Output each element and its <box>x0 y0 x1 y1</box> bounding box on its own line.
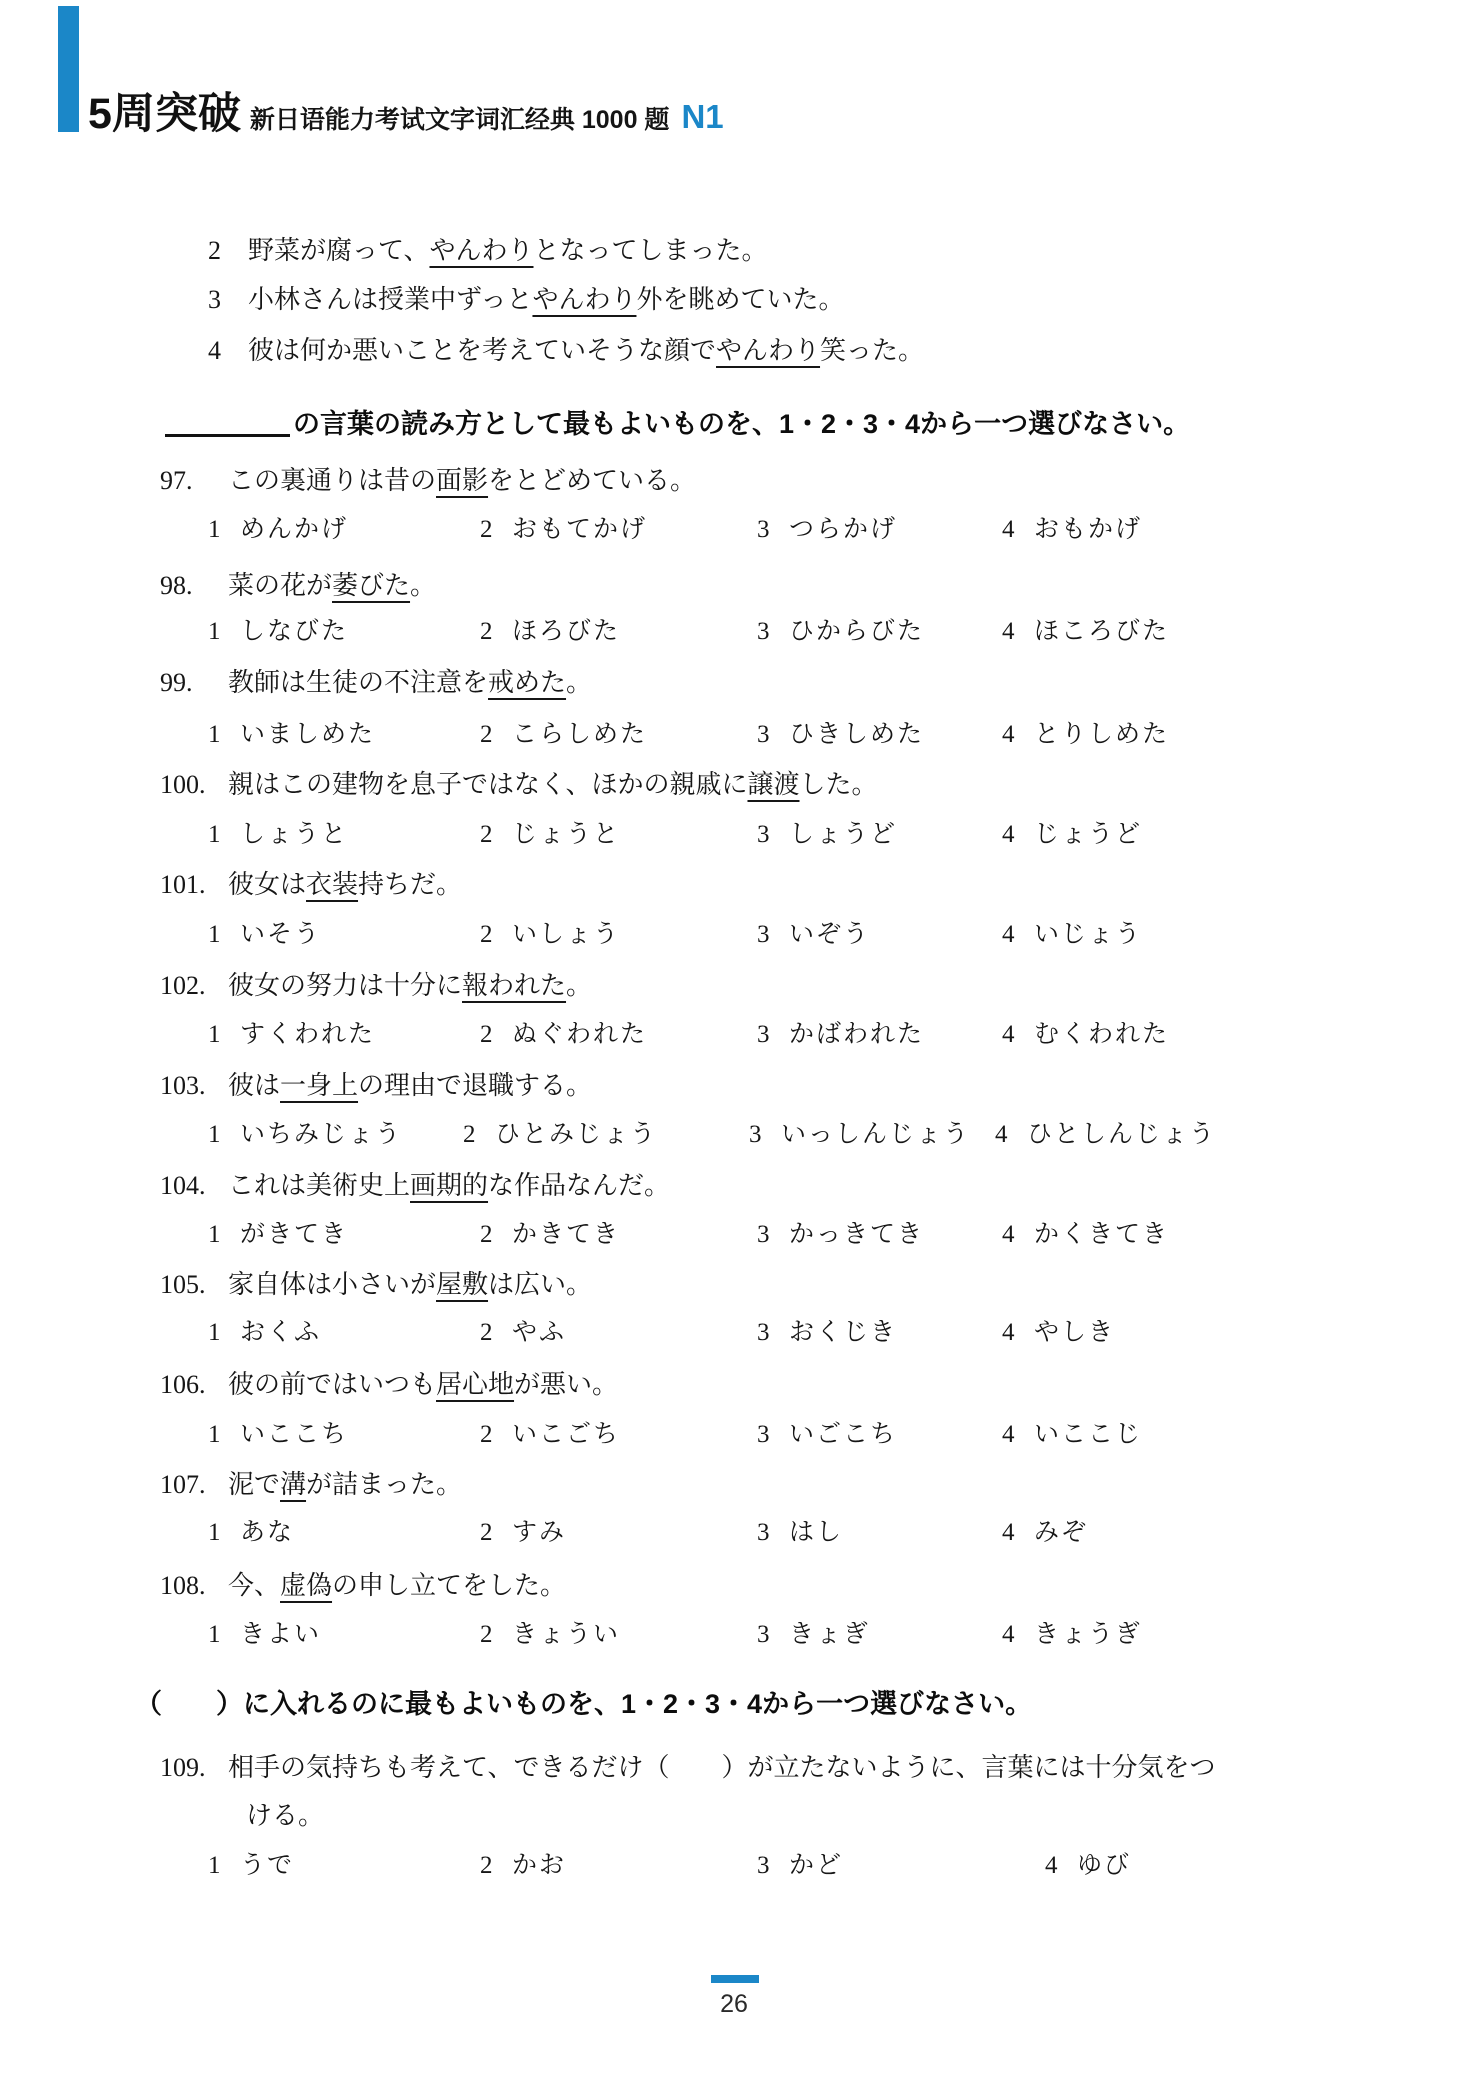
option-2: 2 じょうと <box>480 821 621 848</box>
option-1: 1 いそう <box>208 921 322 948</box>
question-text: これは美術史上画期的な作品なんだ。 <box>228 1171 671 1200</box>
question-text: 彼女の努力は十分に報われた。 <box>228 971 593 1000</box>
item-text: 彼は何か悪いことを考えていそうな顔でやんわり笑った。 <box>248 336 925 365</box>
option-3: 3 しょうど <box>757 821 898 848</box>
option-3: 3 きょぎ <box>757 1621 871 1648</box>
question-109-stem-line2 <box>246 1799 324 1833</box>
question-106-stem <box>160 1368 618 1402</box>
section1-heading-text: の言葉の読み方として最もよいものを、1・2・3・4から一つ選びなさい。 <box>293 409 1191 439</box>
question-text: 彼女は衣装持ちだ。 <box>228 870 463 899</box>
option-4: 4 ほころびた <box>1002 618 1170 645</box>
option-4: 4 いここじ <box>1002 1421 1143 1448</box>
question-number: 107. <box>160 1470 206 1499</box>
underlined-term: 虚偽 <box>280 1571 333 1600</box>
option-2: 2 こらしめた <box>480 721 648 748</box>
section2-heading-text: （ ）に入れるのに最もよいものを、1・2・3・4から一つ選びなさい。 <box>135 1689 1033 1719</box>
option-4: 4 きょうぎ <box>1002 1621 1143 1648</box>
question-103-options <box>0 1118 1468 1152</box>
option-3: 3 ひきしめた <box>757 721 925 748</box>
option-1: 1 しょうと <box>208 821 349 848</box>
option-2: 2 おもてかげ <box>480 516 648 543</box>
question-number: 108. <box>160 1571 206 1600</box>
question-number: 102. <box>160 971 206 1000</box>
item-number: 2 <box>208 236 221 265</box>
level-badge: N1 <box>681 98 724 135</box>
footer-accent-bar <box>711 1975 759 1983</box>
option-1: 1 しなびた <box>208 618 349 645</box>
item-number: 3 <box>208 285 221 314</box>
option-4: 4 いじょう <box>1002 921 1143 948</box>
option-3: 3 かっきてき <box>757 1221 925 1248</box>
question-98-options <box>0 615 1468 649</box>
option-4: 4 とりしめた <box>1002 721 1170 748</box>
option-1: 1 がきてき <box>208 1221 349 1248</box>
option-1: 1 うで <box>208 1852 295 1879</box>
question-number: 106. <box>160 1370 206 1399</box>
option-4: 4 みぞ <box>1002 1519 1089 1546</box>
question-109-stem <box>160 1751 1215 1785</box>
section2-heading <box>135 1686 1032 1722</box>
question-105-options <box>0 1316 1468 1350</box>
question-101-stem <box>160 868 462 902</box>
option-1: 1 いちみじょう <box>208 1121 403 1148</box>
question-97-options <box>0 513 1468 547</box>
option-2: 2 きょうい <box>480 1621 621 1648</box>
underlined-term: 画期的 <box>410 1171 489 1200</box>
option-1: 1 あな <box>208 1519 295 1546</box>
underlined-term: 譲渡 <box>747 770 800 799</box>
underlined-term: 溝 <box>280 1470 307 1499</box>
option-4: 4 じょうど <box>1002 821 1143 848</box>
question-text: 相手の気持ちも考えて、できるだけ（ ）が立たないように、言葉には十分気をつ <box>228 1753 1216 1782</box>
option-1: 1 いここち <box>208 1421 349 1448</box>
underlined-term: 屋敷 <box>436 1270 489 1299</box>
question-103-stem <box>160 1069 592 1103</box>
question-text: 彼の前ではいつも居心地が悪い。 <box>228 1370 619 1399</box>
question-number: 97. <box>160 466 193 495</box>
option-4: 4 かくきてき <box>1002 1221 1170 1248</box>
item-number: 4 <box>208 336 221 365</box>
option-1: 1 すくわれた <box>208 1021 376 1048</box>
question-104-options <box>0 1218 1468 1252</box>
header-accent-bar <box>58 6 79 132</box>
option-2: 2 いこごち <box>480 1421 621 1448</box>
series-title: 5周突破 <box>88 90 241 138</box>
underlined-term: やんわり <box>429 236 534 265</box>
option-3: 3 いっしんじょう <box>749 1121 971 1148</box>
underlined-term: 面影 <box>436 466 489 495</box>
question-99-options <box>0 718 1468 752</box>
list-item-3 <box>208 283 844 317</box>
question-text: 教師は生徒の不注意を戒めた。 <box>228 668 593 697</box>
question-109-options <box>0 1849 1468 1883</box>
question-text: 菜の花が萎びた。 <box>228 571 437 600</box>
underlined-term: 戒めた <box>488 668 567 697</box>
underlined-term: 衣装 <box>306 870 359 899</box>
question-number: 104. <box>160 1171 206 1200</box>
underlined-term: 報われた <box>462 971 567 1000</box>
option-4: 4 やしき <box>1002 1319 1116 1346</box>
item-text: 野菜が腐って、やんわりとなってしまった。 <box>248 236 768 265</box>
question-104-stem <box>160 1169 670 1203</box>
underlined-term: 居心地 <box>436 1370 515 1399</box>
option-4: 4 むくわれた <box>1002 1021 1170 1048</box>
question-97-stem <box>160 464 696 498</box>
option-2: 2 ひとみじょう <box>463 1121 658 1148</box>
question-107-options <box>0 1516 1468 1550</box>
question-text: 親はこの建物を息子ではなく、ほかの親戚に譲渡した。 <box>228 770 878 799</box>
option-1: 1 きよい <box>208 1621 322 1648</box>
option-1: 1 おくふ <box>208 1319 322 1346</box>
question-100-options <box>0 818 1468 852</box>
option-2: 2 ほろびた <box>480 618 621 645</box>
option-3: 3 ひからびた <box>757 618 925 645</box>
question-106-options <box>0 1418 1468 1452</box>
question-105-stem <box>160 1268 592 1302</box>
question-108-stem <box>160 1569 566 1603</box>
question-text: ける。 <box>246 1801 325 1830</box>
list-item-4 <box>208 334 924 368</box>
underlined-term: 萎びた <box>332 571 411 600</box>
question-100-stem <box>160 768 878 802</box>
option-3: 3 かど <box>757 1852 844 1879</box>
underlined-term: やんわり <box>532 285 637 314</box>
option-2: 2 やふ <box>480 1319 567 1346</box>
option-2: 2 いしょう <box>480 921 621 948</box>
question-number: 99. <box>160 668 193 697</box>
option-3: 3 いぞう <box>757 921 871 948</box>
question-number: 100. <box>160 770 206 799</box>
blank-underline <box>165 434 290 437</box>
question-text: 家自体は小さいが屋敷は広い。 <box>228 1270 593 1299</box>
option-3: 3 はし <box>757 1519 844 1546</box>
question-99-stem <box>160 666 592 700</box>
option-4: 4 ひとしんじょう <box>995 1121 1217 1148</box>
option-1: 1 いましめた <box>208 721 376 748</box>
option-3: 3 つらかげ <box>757 516 898 543</box>
option-4: 4 おもかげ <box>1002 516 1143 543</box>
underlined-term: やんわり <box>716 336 821 365</box>
option-3: 3 いごこち <box>757 1421 898 1448</box>
question-108-options <box>0 1618 1468 1652</box>
question-101-options <box>0 918 1468 952</box>
section1-heading <box>165 406 1190 442</box>
option-2: 2 すみ <box>480 1519 567 1546</box>
question-text: 今、虚偽の申し立てをした。 <box>228 1571 567 1600</box>
book-subtitle: 新日语能力考试文字词汇经典 1000 题 <box>249 106 670 134</box>
question-text: 泥で溝が詰まった。 <box>228 1470 463 1499</box>
question-number: 103. <box>160 1071 206 1100</box>
question-text: この裏通りは昔の面影をとどめている。 <box>228 466 697 495</box>
question-number: 98. <box>160 571 193 600</box>
option-4: 4 ゆび <box>1045 1852 1132 1879</box>
question-102-stem <box>160 969 592 1003</box>
question-98-stem <box>160 569 436 603</box>
option-1: 1 めんかげ <box>208 516 349 543</box>
question-number: 101. <box>160 870 206 899</box>
option-2: 2 ぬぐわれた <box>480 1021 648 1048</box>
page-header <box>88 80 724 141</box>
page-number: 26 <box>720 1990 748 2018</box>
item-text: 小林さんは授業中ずっとやんわり外を眺めていた。 <box>248 285 845 314</box>
option-2: 2 かきてき <box>480 1221 621 1248</box>
option-2: 2 かお <box>480 1852 567 1879</box>
question-number: 109. <box>160 1753 206 1782</box>
question-102-options <box>0 1018 1468 1052</box>
question-107-stem <box>160 1468 462 1502</box>
option-3: 3 おくじき <box>757 1319 898 1346</box>
list-item-2 <box>208 234 768 268</box>
option-3: 3 かばわれた <box>757 1021 925 1048</box>
question-number: 105. <box>160 1270 206 1299</box>
question-text: 彼は一身上の理由で退職する。 <box>228 1071 593 1100</box>
underlined-term: 一身上 <box>280 1071 359 1100</box>
